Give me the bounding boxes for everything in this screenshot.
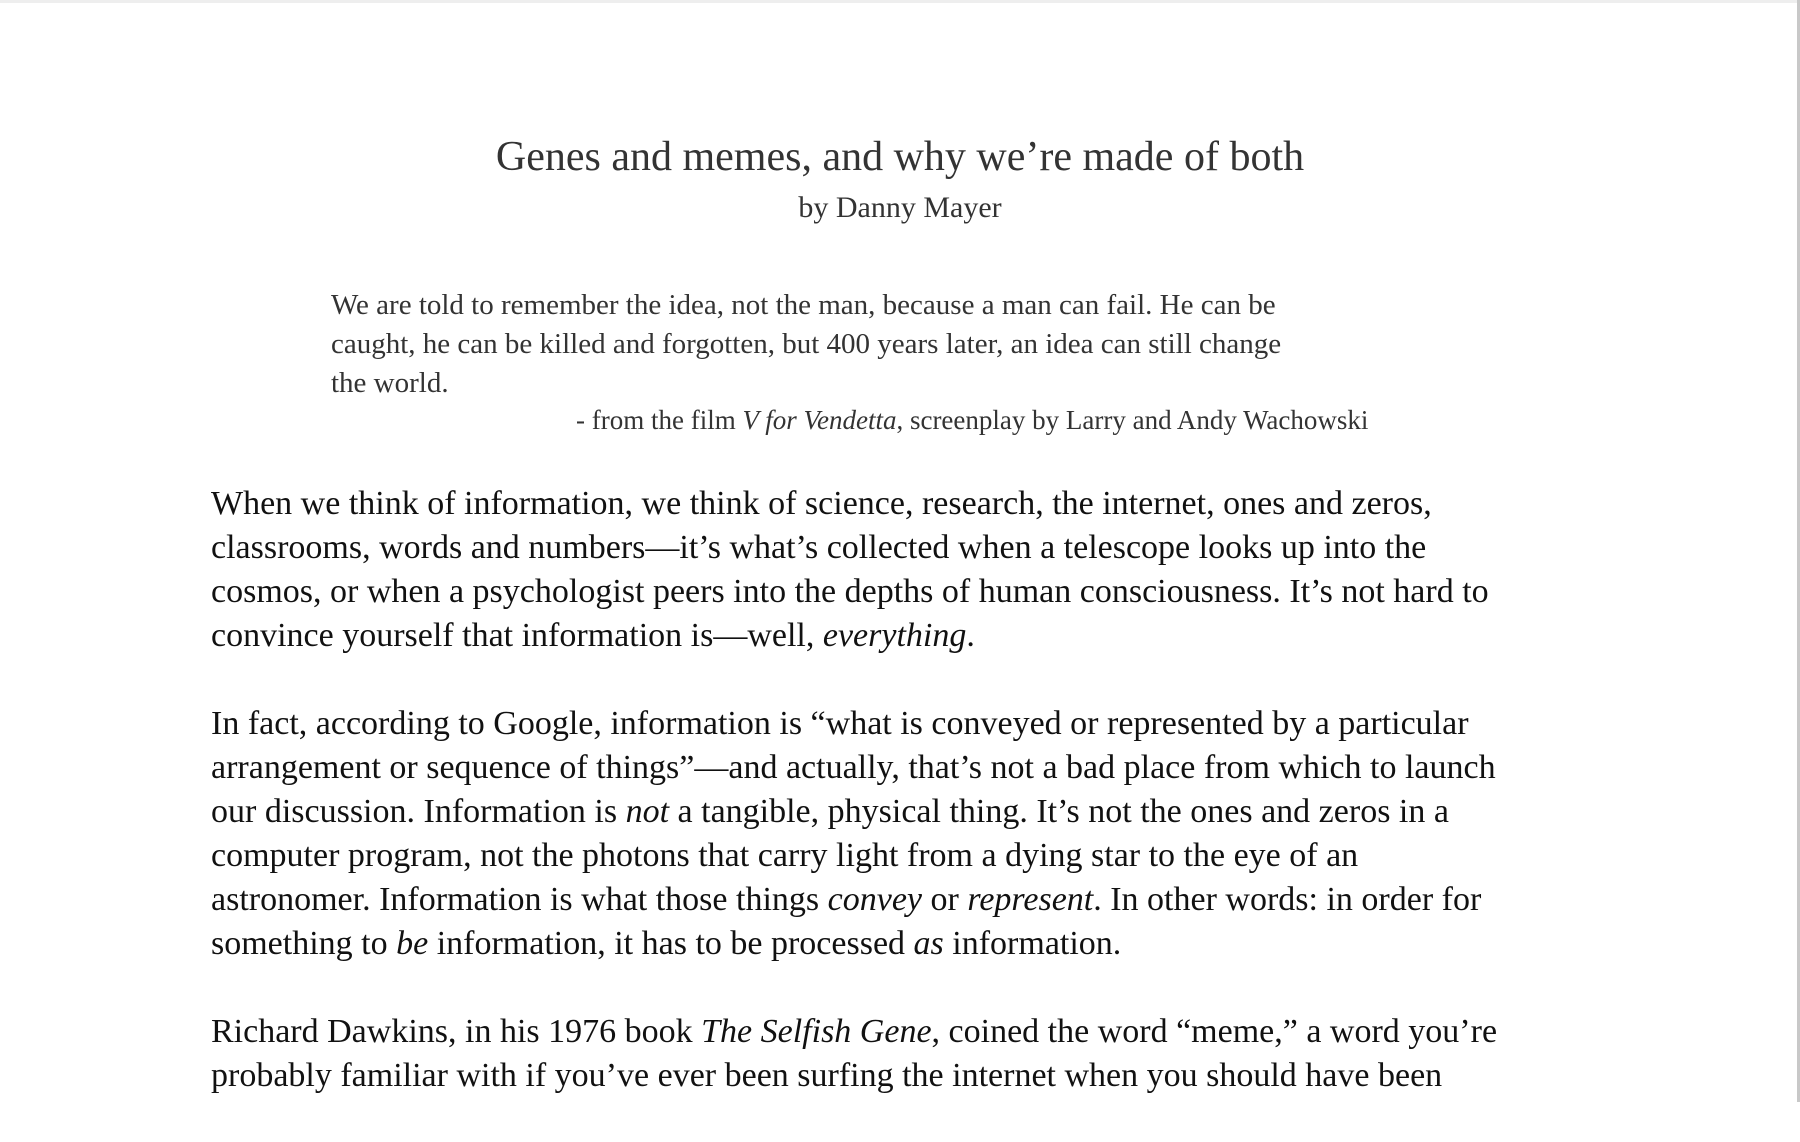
- paragraph-text: information.: [943, 925, 1122, 962]
- emphasis-text: represent: [967, 881, 1094, 918]
- article-body: [211, 482, 1611, 1142]
- epigraph-attribution: [576, 405, 1368, 436]
- paragraph-text: When we think of information, we think of science, research, the internet, ones and zeros,: [211, 485, 1432, 522]
- paragraph-text: cosmos, or when a psychologist peers into the depths of human consciousness. It’s not hard to: [211, 573, 1489, 610]
- epigraph-line: the world.: [331, 367, 449, 399]
- article-paragraph: [211, 702, 1611, 966]
- emphasis-text: not: [625, 793, 670, 830]
- epigraph: [331, 286, 1451, 403]
- paragraph-text: In fact, according to Google, information is “what is conveyed or represented by a particular: [211, 705, 1469, 742]
- paragraph-text: or: [922, 881, 968, 918]
- paragraph-text: , coined the word “meme,” a word you’re: [931, 1013, 1498, 1050]
- paragraph-text: arrangement or sequence of things”—and actually, that’s not a bad place from which to launch: [211, 749, 1496, 786]
- article-paragraph: [211, 1010, 1611, 1098]
- paragraph-text: something to: [211, 925, 397, 962]
- epigraph-line: caught, he can be killed and forgotten, but 400 years later, an idea can still change: [331, 328, 1282, 360]
- paragraph-text: our discussion. Information is: [211, 793, 626, 830]
- paragraph-text: computer program, not the photons that carry light from a dying star to the eye of an: [211, 837, 1359, 874]
- emphasis-text: convey: [827, 881, 923, 918]
- paragraph-text: information, it has to be processed: [428, 925, 914, 962]
- attribution-text: , screenplay by Larry and Andy Wachowski: [896, 405, 1369, 435]
- emphasis-text: The Selfish Gene: [701, 1013, 932, 1050]
- article-title: Genes and memes, and why we’re made of both: [495, 134, 1305, 180]
- paragraph-text: convince yourself that information is—well,: [211, 617, 823, 654]
- paragraph-text: astronomer. Information is what those things: [211, 881, 828, 918]
- article-paragraph: [211, 482, 1611, 658]
- emphasis-text: be: [396, 925, 429, 962]
- byline: by Danny Mayer: [798, 191, 1002, 224]
- paragraph-text: .: [966, 617, 975, 654]
- emphasis-text: everything: [822, 617, 967, 654]
- film-title: V for Vendetta: [742, 405, 897, 435]
- top-border: [0, 0, 1800, 3]
- emphasis-text: as: [913, 925, 944, 962]
- paragraph-text: a tangible, physical thing. It’s not the ones and zeros in a: [669, 793, 1449, 830]
- paragraph-text: classrooms, words and numbers—it’s what’s collected when a telescope looks up into the: [211, 529, 1427, 566]
- paragraph-text: Richard Dawkins, in his 1976 book: [211, 1013, 702, 1050]
- epigraph-line: We are told to remember the idea, not the man, because a man can fail. He can be: [331, 289, 1276, 321]
- paragraph-text: . In other words: in order for: [1093, 881, 1482, 918]
- paragraph-text: probably familiar with if you’ve ever been surfing the internet when you should have been: [211, 1057, 1443, 1094]
- attribution-text: - from the film: [576, 405, 743, 435]
